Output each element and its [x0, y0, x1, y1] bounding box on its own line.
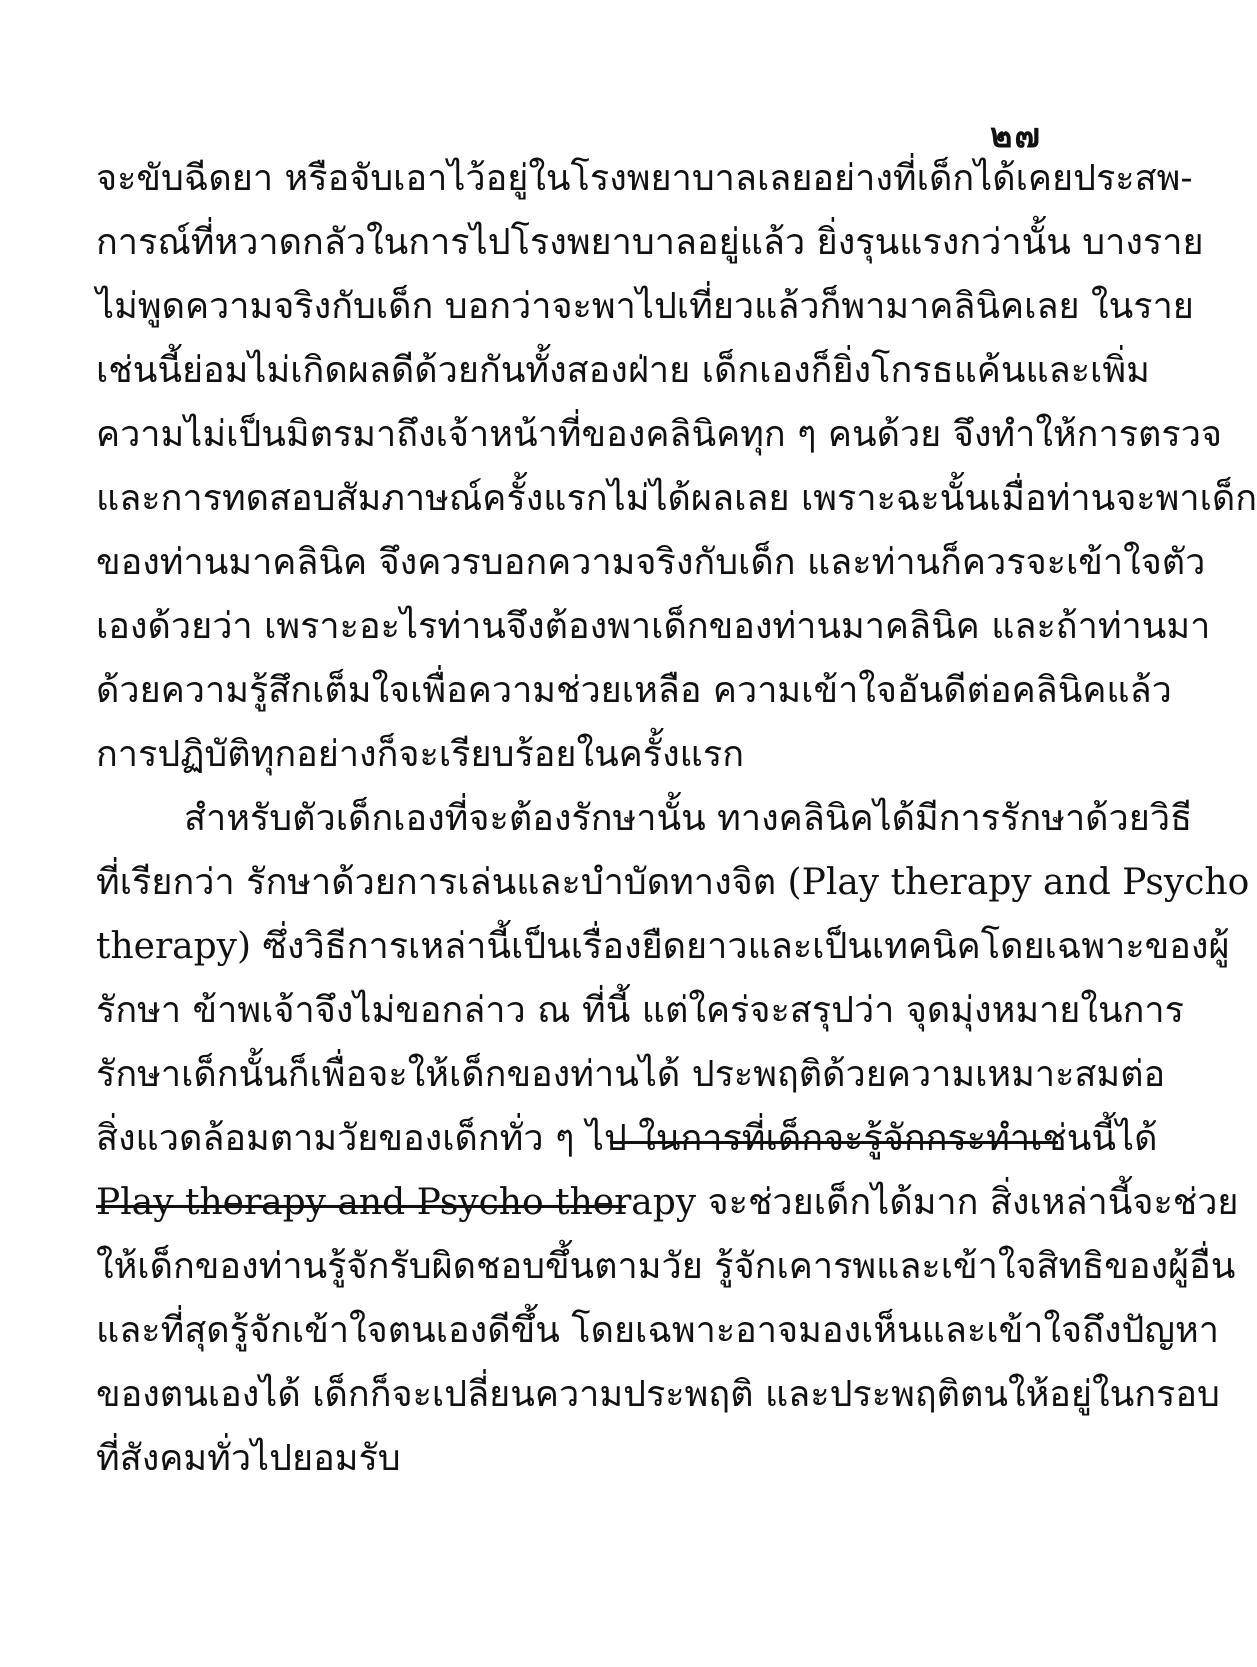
text-line-11: สำหรับตัวเด็กเองที่จะต้องรักษานั้น ทางคลินิคได้มีการรักษาด้วยวิธี: [184, 798, 1193, 839]
text-line-8: เองด้วยว่า เพราะอะไรท่านจึงต้องพาเด็กของท่านมาคลินิค และถ้าท่านมา: [96, 606, 1211, 647]
text-line-15: รักษาเด็กนั้นก็เพื่อจะให้เด็กของท่านได้ ประพฤติด้วยความเหมาะสมต่อ: [96, 1054, 1166, 1095]
text-line-21: ที่สังคมทั่วไปยอมรับ: [96, 1438, 401, 1479]
text-line-9: ด้วยความรู้สึกเต็มใจเพื่อความช่วยเหลือ ความเข้าใจอันดีต่อคลินิคแล้ว: [96, 670, 1172, 711]
text-line-19: และที่สุดรู้จักเข้าใจตนเองดีขึ้น โดยเฉพาะอาจมองเห็นและเข้าใจถึงปัญหา: [96, 1310, 1219, 1351]
text-line-16: สิ่งแวดล้อมตามวัยของเด็กทั่ว ๆ ไป ในการที่เด็กจะรู้จักกระทำเช่นนี้ได้: [96, 1118, 1158, 1159]
text-line-4: เช่นนี้ย่อมไม่เกิดผลดีด้วยกันทั้งสองฝ่าย เด็กเองก็ยิ่งโกรธแค้นและเพิ่ม: [96, 350, 1150, 391]
text-line-13: therapy) ซึ่งวิธีการเหล่านี้เป็นเรื่องยืดยาวและเป็นเทคนิคโดยเฉพาะของผู้: [96, 926, 1230, 967]
text-line-17: Play therapy and Psycho therapy จะช่วยเด็กได้มาก สิ่งเหล่านี้จะช่วย: [96, 1182, 1239, 1223]
text-line-10: การปฏิบัติทุกอย่างก็จะเรียบร้อยในครั้งแรก: [96, 734, 745, 775]
text-line-18: ให้เด็กของท่านรู้จักรับผิดชอบขึ้นตามวัย รู้จักเคารพและเข้าใจสิทธิของผู้อื่น: [96, 1246, 1236, 1287]
page-number: ๒๗: [990, 116, 1042, 156]
text-line-20: ของตนเองได้ เด็กก็จะเปลี่ยนความประพฤติ และประพฤติตนให้อยู่ในกรอบ: [96, 1374, 1220, 1415]
text-line-3: ไม่พูดความจริงกับเด็ก บอกว่าจะพาไปเที่ยวแล้วก็พามาคลินิคเลย ในราย: [96, 286, 1194, 327]
text-line-7: ของท่านมาคลินิค จึงควรบอกความจริงกับเด็ก และท่านก็ควรจะเข้าใจตัว: [96, 542, 1206, 583]
text-line-1: จะขับฉีดยา หรือจับเอาไว้อยู่ในโรงพยาบาลเลยอย่างที่เด็กได้เคยประสพ-: [96, 158, 1193, 199]
text-line-2: การณ์ที่หวาดกลัวในการไปโรงพยาบาลอยู่แล้ว ยิ่งรุนแรงกว่านั้น บางราย: [96, 222, 1204, 263]
text-line-5: ความไม่เป็นมิตรมาถึงเจ้าหน้าที่ของคลินิคทุก ๆ คนด้วย จึงทำให้การตรวจ: [96, 414, 1223, 455]
text-line-14: รักษา ข้าพเจ้าจึงไม่ขอกล่าว ณ ที่นี้ แต่ใคร่จะสรุปว่า จุดมุ่งหมายในการ: [96, 990, 1184, 1031]
text-line-6: และการทดสอบสัมภาษณ์ครั้งแรกไม่ได้ผลเลย เพราะฉะนั้นเมื่อท่านจะพาเด็ก: [96, 478, 1257, 519]
text-line-12: ที่เรียกว่า รักษาด้วยการเล่นและบำบัดทางจิต (Play therapy and Psycho: [96, 862, 1250, 903]
